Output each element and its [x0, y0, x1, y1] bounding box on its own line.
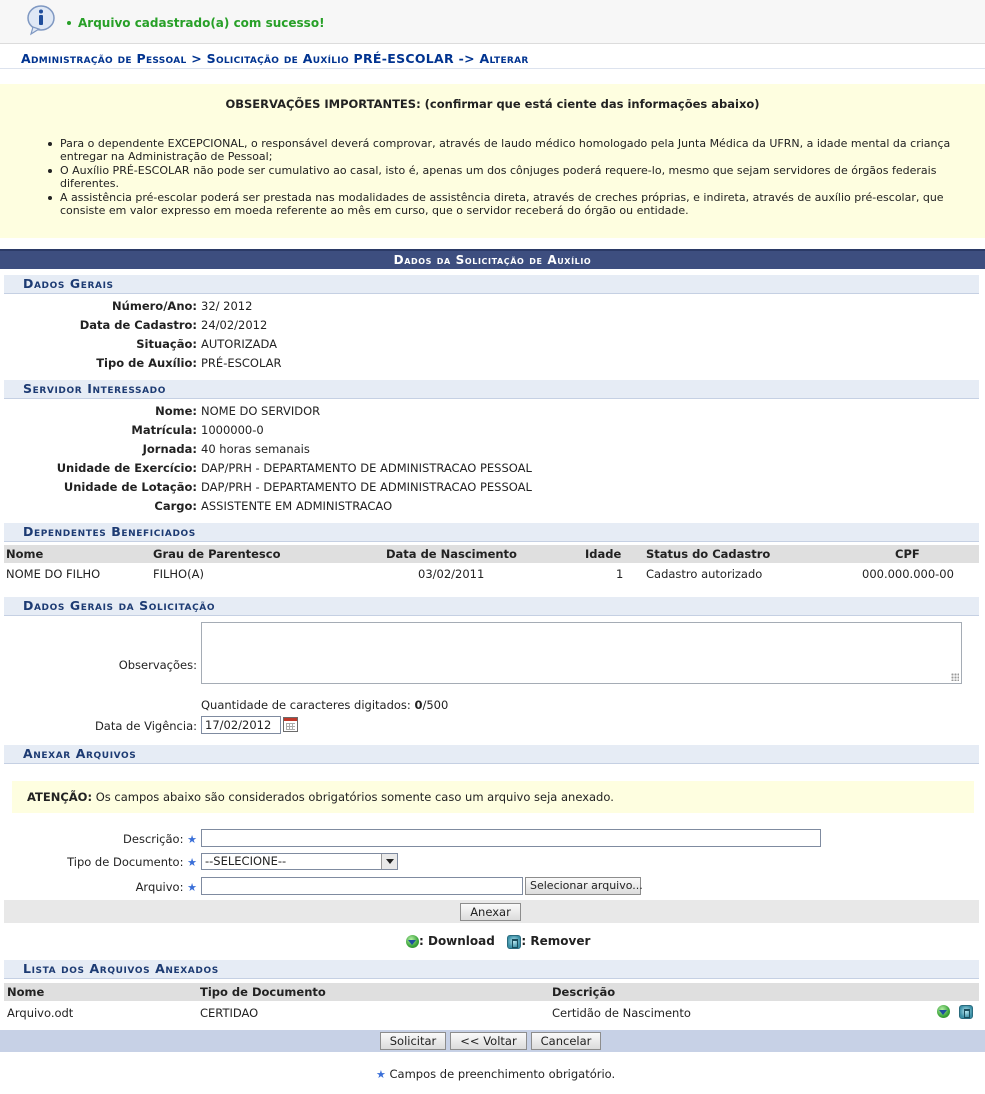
matricula-label: Matrícula: [131, 423, 197, 437]
servidor-nome-value: NOME DO SERVIDOR [201, 404, 321, 418]
attention-label: ATENÇÃO: [27, 790, 93, 804]
required-star-icon: ★ [187, 833, 197, 846]
descricao-label: Descrição: ★ [123, 832, 197, 846]
resize-grip-icon[interactable] [951, 673, 959, 681]
unidade-lotacao-label: Unidade de Lotação: [63, 480, 197, 494]
jornada-value: 40 horas semanais [201, 442, 310, 456]
observation-item: A assistência pré-escolar poderá ser prestada nas modalidades de assistência direta, através de creches próprias, e indireta, através de auxílio pré-escolar, que consiste em valor expresso em moeda referente ao mês em curso, que o servidor receberá do órgão ou entidade. [60, 191, 965, 218]
table-row [4, 1004, 979, 1025]
counter-value: 0 [414, 698, 423, 712]
section-dependentes: Dependentes Beneficiados [4, 523, 979, 542]
table-row [4, 565, 979, 586]
attention-text: Os campos abaixo são considerados obrigatórios somente caso um arquivo seja anexado. [95, 790, 614, 804]
col-idade: Idade [585, 547, 622, 561]
remove-icon[interactable] [959, 1005, 973, 1019]
unidade-exercicio-value: DAP/PRH - DEPARTAMENTO DE ADMINISTRACAO PESSOAL [201, 461, 532, 475]
icon-legend [406, 934, 590, 949]
servidor-nome-label: Nome: [155, 404, 197, 418]
tipo-documento-select[interactable] [201, 853, 398, 870]
col-cpf: CPF [895, 547, 920, 561]
observations-list [60, 137, 965, 217]
download-legend: : Download [419, 934, 495, 948]
chevron-down-icon[interactable] [381, 854, 397, 869]
tipo-documento-value: --SELECIONE-- [205, 854, 287, 868]
col-arquivo-nome: Nome [7, 985, 45, 999]
form-title: Dados da Solicitação de Auxílio [0, 249, 985, 269]
character-counter [201, 698, 448, 712]
cancelar-button[interactable]: Cancelar [531, 1032, 601, 1050]
jornada-label: Jornada: [142, 442, 197, 456]
vigencia-label: Data de Vigência: [94, 719, 197, 733]
required-star-icon: ★ [376, 1068, 386, 1081]
observacoes-textarea[interactable] [201, 622, 962, 684]
matricula-value: 1000000-0 [201, 423, 264, 437]
remove-icon [507, 935, 521, 949]
col-arquivo-tipo: Tipo de Documento [200, 985, 326, 999]
tipo-documento-label: Tipo de Documento: ★ [67, 855, 197, 869]
data-cadastro-value: 24/02/2012 [201, 318, 268, 332]
col-status: Status do Cadastro [646, 547, 771, 561]
observations-title: OBSERVAÇÕES IMPORTANTES: (confirmar que está ciente das informações abaixo) [225, 97, 760, 111]
voltar-button[interactable]: << Voltar [450, 1032, 527, 1050]
descricao-input[interactable] [201, 829, 821, 847]
unidade-lotacao-value: DAP/PRH - DEPARTAMENTO DE ADMINISTRACAO PESSOAL [201, 480, 532, 494]
col-nascimento: Data de Nascimento [386, 547, 517, 561]
cell-cpf: 000.000.000-00 [862, 567, 954, 581]
observation-item: O Auxílio PRÉ-ESCOLAR não pode ser cumulativo ao casal, isto é, apenas um dos cônjuges poderá requere-lo, mesmo que sejam servidores de órgãos federais diferentes. [60, 164, 965, 191]
observations-panel [0, 84, 985, 238]
download-icon[interactable] [937, 1005, 950, 1018]
counter-label: Quantidade de caracteres digitados: [201, 698, 411, 712]
required-star-icon: ★ [187, 881, 197, 894]
solicitar-button[interactable]: Solicitar [380, 1032, 446, 1050]
section-anexar: Anexar Arquivos [4, 745, 979, 764]
select-file-button[interactable]: Selecionar arquivo... [525, 877, 641, 895]
observation-item: Para o dependente EXCEPCIONAL, o responsável deverá comprovar, através de laudo médico homologado pela Junta Médica da UFRN, a idade mental da criança entregar na Administração de Pessoal; [60, 137, 965, 164]
calendar-icon[interactable] [283, 717, 298, 732]
data-cadastro-label: Data de Cadastro: [79, 318, 197, 332]
numero-value: 32/ 2012 [201, 299, 253, 313]
cell-grau: FILHO(A) [153, 567, 204, 581]
section-dados-gerais: Dados Gerais [4, 275, 979, 294]
required-star-icon: ★ [187, 856, 197, 869]
col-nome: Nome [6, 547, 44, 561]
cell-nome: NOME DO FILHO [6, 567, 101, 581]
counter-max: /500 [422, 698, 449, 712]
section-arquivos: Lista dos Arquivos Anexados [4, 960, 979, 979]
arquivos-table-header [4, 983, 979, 1001]
cell-status: Cadastro autorizado [646, 567, 763, 581]
cell-nascimento: 03/02/2011 [418, 567, 485, 581]
download-icon [406, 935, 419, 948]
vigencia-input[interactable]: 17/02/2012 [201, 716, 281, 734]
attention-note [12, 781, 974, 813]
arquivo-label: Arquivo: ★ [135, 880, 197, 894]
col-grau: Grau de Parentesco [153, 547, 281, 561]
cell-arquivo-tipo: CERTIDAO [200, 1006, 259, 1020]
remove-legend: : Remover [521, 934, 591, 948]
success-message: Arquivo cadastrado(a) com sucesso! [67, 16, 325, 30]
situacao-value: AUTORIZADA [201, 337, 278, 351]
message-bar [0, 0, 985, 44]
divider [0, 68, 985, 69]
info-icon [25, 4, 59, 36]
observacoes-label: Observações: [118, 658, 197, 672]
arquivo-input[interactable] [201, 877, 523, 895]
cargo-value: ASSISTENTE EM ADMINISTRACAO [201, 499, 393, 513]
tipo-auxilio-value: PRÉ-ESCOLAR [201, 356, 282, 370]
cargo-label: Cargo: [154, 499, 197, 513]
col-arquivo-descricao: Descrição [552, 985, 616, 999]
required-footnote: ★ Campos de preenchimento obrigatório. [376, 1067, 616, 1081]
unidade-exercicio-label: Unidade de Exercício: [56, 461, 197, 475]
numero-label: Número/Ano: [112, 299, 197, 313]
cell-arquivo-nome: Arquivo.odt [7, 1006, 74, 1020]
section-solicitacao: Dados Gerais da Solicitação [4, 597, 979, 616]
section-servidor: Servidor Interessado [4, 380, 979, 399]
dependentes-table-header [4, 545, 979, 563]
cell-idade: 1 [616, 567, 624, 581]
tipo-auxilio-label: Tipo de Auxílio: [96, 356, 197, 370]
situacao-label: Situação: [136, 337, 197, 351]
cell-arquivo-descricao: Certidão de Nascimento [552, 1006, 691, 1020]
breadcrumb: Administração de Pessoal > Solicitação de Auxílio PRÉ-ESCOLAR -> Alterar [21, 51, 529, 66]
bullet-icon [67, 21, 71, 25]
attach-button[interactable]: Anexar [460, 903, 521, 921]
